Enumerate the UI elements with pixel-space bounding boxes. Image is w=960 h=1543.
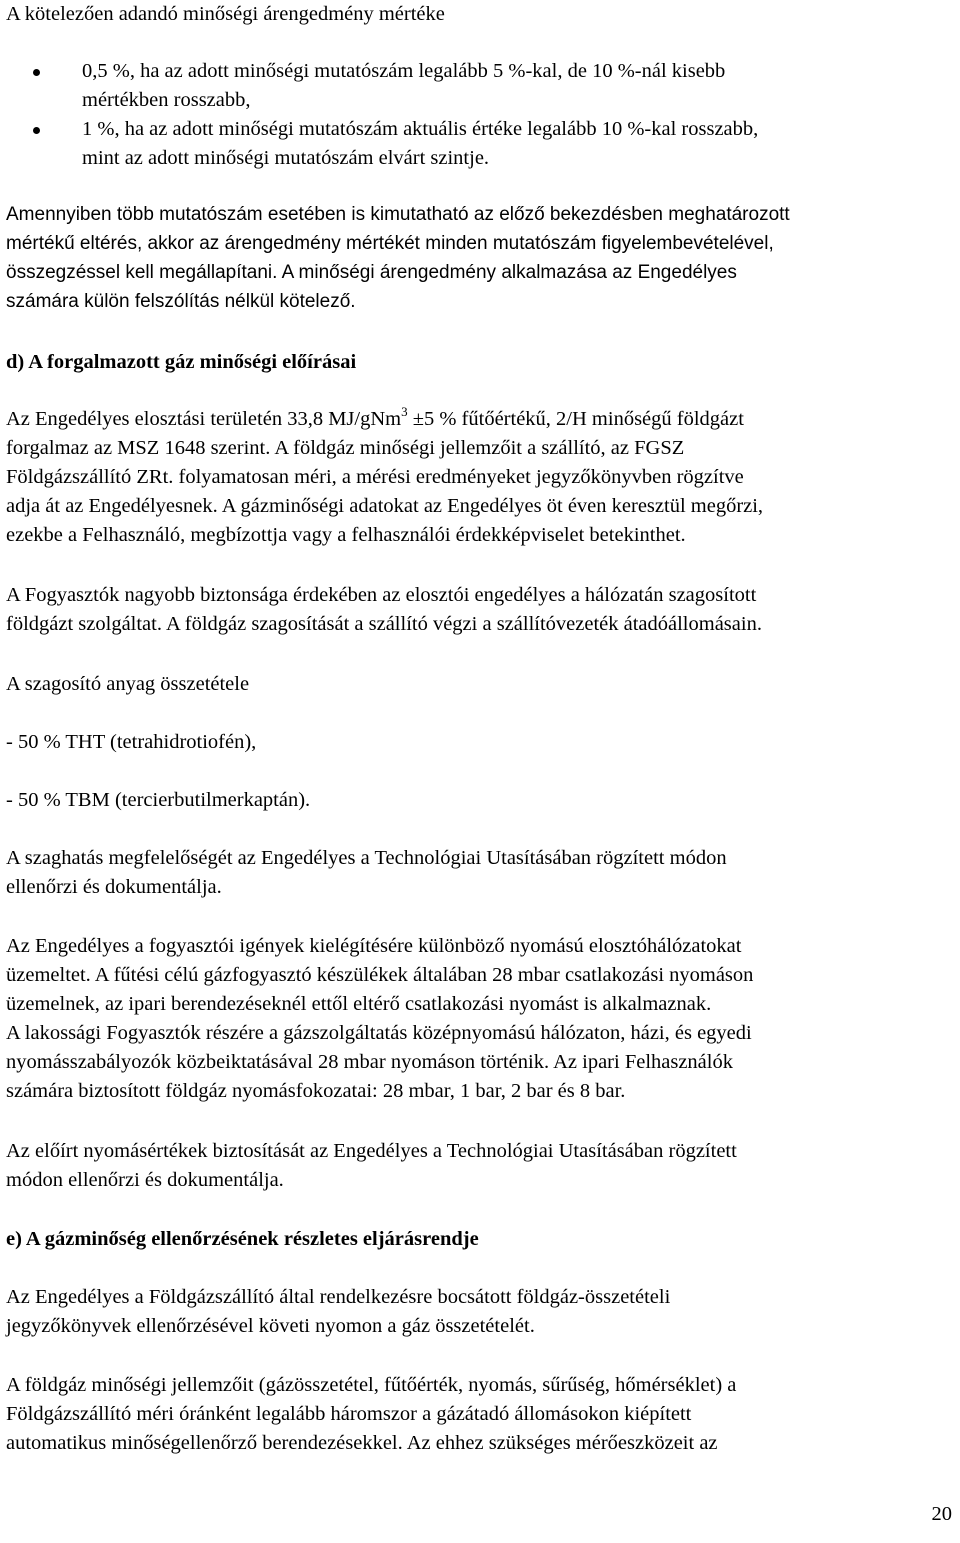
- line-text: ±5 % fűtőértékű, 2/H minőségű földgázt: [407, 408, 744, 430]
- paragraph-line: számára biztosított földgáz nyomásfokozatai: 28 mbar, 1 bar, 2 bar és 8 bar.: [6, 1080, 626, 1102]
- bullet-line: 0,5 %, ha az adott minőségi mutatószám legalább 5 %-kal, de 10 %-nál kisebb: [82, 60, 726, 82]
- paragraph-pressure-check: [6, 1137, 952, 1195]
- paragraph-line: Földgázszállító méri óránként legalább háromszor a gázátadó állomásokon kiépített: [6, 1403, 692, 1425]
- paragraph-line: ellenőrzi és dokumentálja.: [6, 876, 222, 898]
- page-number: 20: [931, 1503, 952, 1525]
- paragraph-line: A Fogyasztók nagyobb biztonsága érdekében az elosztói engedélyes a hálózatán szagosított: [6, 584, 757, 606]
- paragraph-line: üzemeltet. A fűtési célú gázfogyasztó készülékek általában 28 mbar csatlakozási nyomáson: [6, 964, 754, 986]
- paragraph-line: adja át az Engedélyesnek. A gázminőségi adatokat az Engedélyes öt éven keresztül megőrzi,: [6, 495, 764, 517]
- paragraph-composition-tracking: [6, 1283, 952, 1341]
- list-item: [6, 57, 952, 115]
- paragraph-line: [6, 405, 952, 434]
- paragraph-line: földgázt szolgáltat. A földgáz szagosítását a szállító végzi a szállítóvezeték átadóállomásain.: [6, 613, 762, 635]
- paragraph-multiple-indicators: [6, 200, 952, 316]
- bullet-line: mint az adott minőségi mutatószám elvárt szintje.: [82, 147, 490, 169]
- bullet-line: mértékben rosszabb,: [82, 89, 251, 111]
- paragraph-measurement: [6, 1371, 952, 1458]
- bullet-icon: [33, 69, 40, 76]
- paragraph-line: mértékű eltérés, akkor az árengedmény mértékét minden mutatószám figyelembevételével,: [6, 233, 774, 254]
- paragraph-line: nyomásszabályozók közbeiktatásával 28 mbar nyomáson történik. Az ipari Felhasználók: [6, 1051, 733, 1073]
- section-d-heading: d) A forgalmazott gáz minőségi előírásai: [6, 351, 357, 373]
- odorant-title: A szagosító anyag összetétele: [6, 673, 250, 695]
- paragraph-line: Az Engedélyes a Földgázszállító által rendelkezésre bocsátott földgáz-összetételi: [6, 1286, 671, 1308]
- paragraph-line: jegyzőkönyvek ellenőrzésével követi nyomon a gáz összetételét.: [6, 1315, 535, 1337]
- paragraph-line: automatikus minőségellenőrző berendezésekkel. Az ehhez szükséges mérőeszközeit az: [6, 1432, 718, 1454]
- paragraph-line: üzemelnek, az ipari berendezéseknél ettől eltérő csatlakozási nyomást is alkalmaznak.: [6, 993, 712, 1015]
- tolerance-bullet-list: [6, 57, 952, 173]
- paragraph-line: forgalmaz az MSZ 1648 szerint. A földgáz minőségi jellemzőit a szállító, az FGSZ: [6, 437, 685, 459]
- paragraph-line: ezekbe a Felhasználó, megbízottja vagy a felhasználói érdekképviselet betekinthet.: [6, 524, 686, 546]
- bullet-icon: [33, 127, 40, 134]
- paragraph-line: összegzéssel kell megállapítani. A minőségi árengedmény alkalmazása az Engedélyes: [6, 262, 737, 283]
- top-heading: A kötelezően adandó minőségi árengedmény mértéke: [6, 3, 445, 25]
- superscript: 3: [401, 404, 408, 419]
- paragraph-gas-quality: [6, 405, 952, 550]
- odorant-item: - 50 % TBM (tercierbutilmerkaptán).: [6, 789, 311, 811]
- paragraph-line: Földgázszállító ZRt. folyamatosan méri, a mérési eredményeket jegyzőkönyvben rögzítve: [6, 466, 744, 488]
- paragraph-line: Az Engedélyes a fogyasztói igények kielégítésére különböző nyomású elosztóhálózatokat: [6, 935, 742, 957]
- list-item: [6, 115, 952, 173]
- paragraph-pressure-networks: [6, 932, 952, 1106]
- bullet-line: 1 %, ha az adott minőségi mutatószám aktuális értéke legalább 10 %-kal rosszabb,: [82, 118, 759, 140]
- paragraph-line: Amennyiben több mutatószám esetében is kimutatható az előző bekezdésben meghatározott: [6, 204, 790, 225]
- paragraph-line: A földgáz minőségi jellemzőit (gázösszetétel, fűtőérték, nyomás, sűrűség, hőmérséklet) a: [6, 1374, 737, 1396]
- paragraph-line: módon ellenőrzi és dokumentálja.: [6, 1169, 284, 1191]
- section-e-heading: e) A gázminőség ellenőrzésének részletes eljárásrendje: [6, 1228, 479, 1250]
- paragraph-odorization: [6, 581, 952, 639]
- line-text: Az Engedélyes elosztási területén 33,8 MJ/gNm: [6, 408, 402, 430]
- paragraph-line: A szaghatás megfelelőségét az Engedélyes a Technológiai Utasításában rögzített módon: [6, 847, 727, 869]
- odorant-item: - 50 % THT (tetrahidrotiofén),: [6, 731, 257, 753]
- paragraph-line: számára külön felszólítás nélkül kötelező.: [6, 291, 356, 312]
- paragraph-line: A lakossági Fogyasztók részére a gázszolgáltatás középnyomású hálózaton, házi, és egyedi: [6, 1022, 752, 1044]
- paragraph-line: Az előírt nyomásértékek biztosítását az Engedélyes a Technológiai Utasításában rögzített: [6, 1140, 737, 1162]
- paragraph-odor-check: [6, 844, 952, 902]
